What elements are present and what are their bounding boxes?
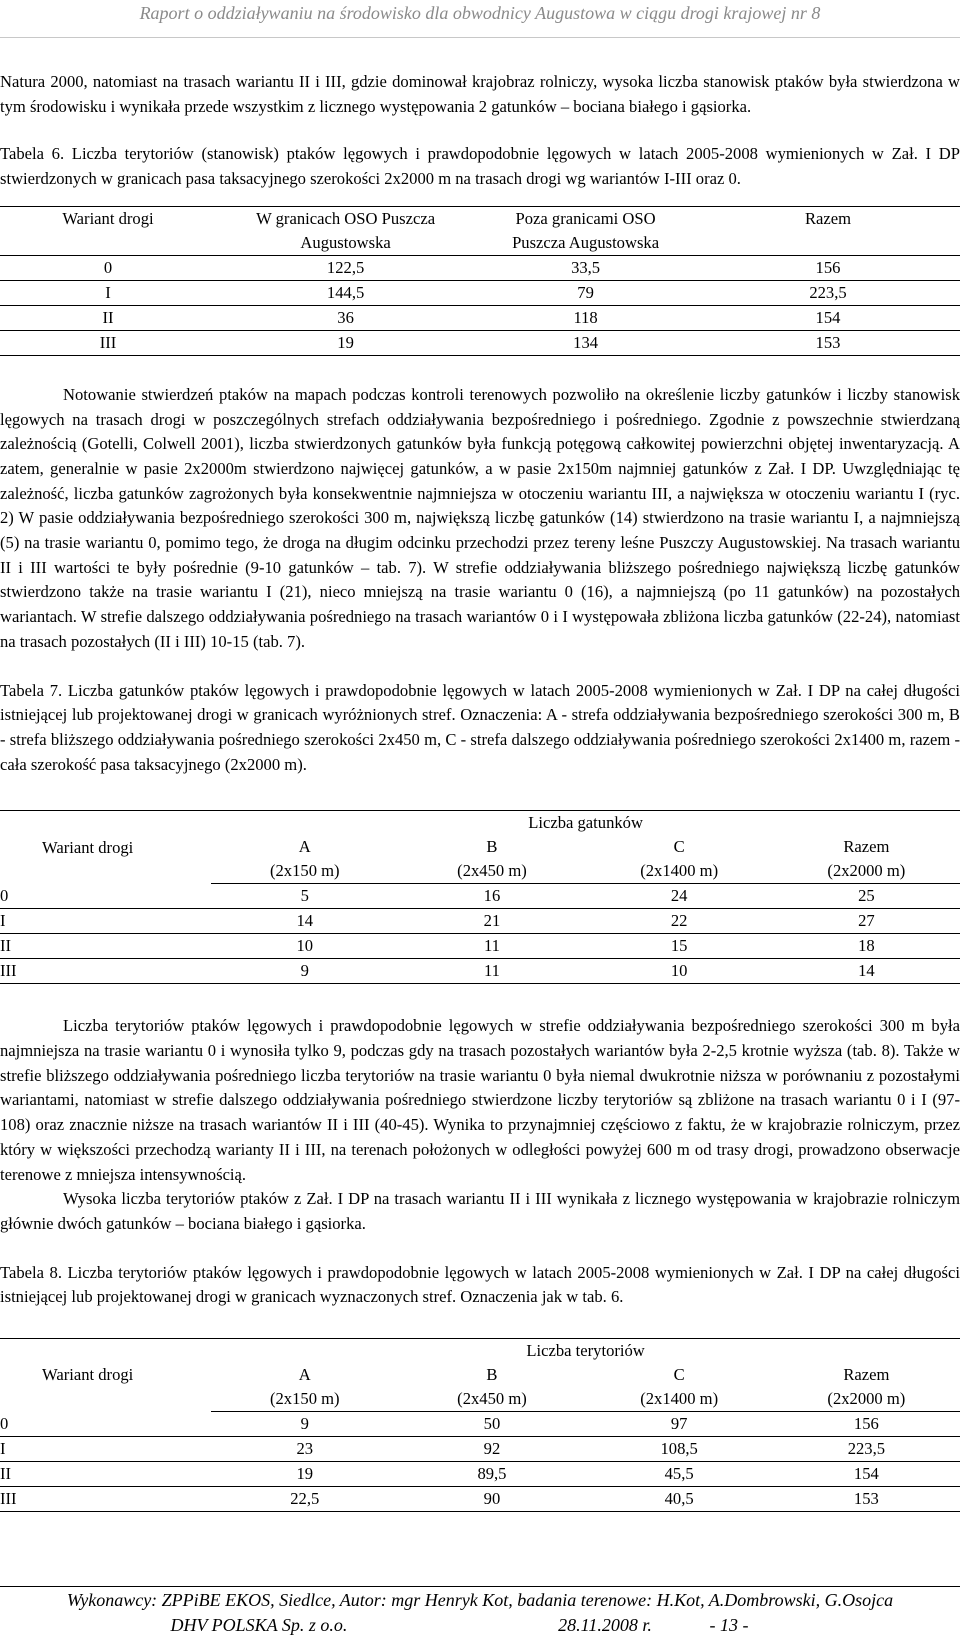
table-cell: 97 xyxy=(586,1412,773,1437)
table-cell: 79 xyxy=(475,280,696,305)
header-divider xyxy=(0,37,960,38)
table8-col-header: C (2x1400 m) xyxy=(586,1363,773,1412)
table7 xyxy=(0,810,960,984)
table-cell: 36 xyxy=(216,305,475,330)
table7-col-header: B (2x450 m) xyxy=(398,835,585,884)
table8 xyxy=(0,1338,960,1512)
table-row xyxy=(0,909,960,934)
table-cell: 153 xyxy=(696,330,960,355)
table-cell: 15 xyxy=(586,934,773,959)
running-header: Raport o oddziaływaniu na środowisko dla obwodnicy Augustowa w ciągu drogi krajowej nr 8 xyxy=(139,3,821,23)
table-cell: 19 xyxy=(211,1462,398,1487)
table-cell: 122,5 xyxy=(216,255,475,280)
table-cell: 108,5 xyxy=(586,1437,773,1462)
table-cell: 156 xyxy=(773,1412,960,1437)
table-row xyxy=(0,1487,960,1512)
table-cell: III xyxy=(0,959,211,984)
table7-header-row xyxy=(0,811,960,836)
paragraph-wysoka: Wysoka liczba terytoriów ptaków z Zał. I DP na trasach wariantu II i III wynikała z licznego występowania w krajobrazie rolniczym głównie dwóch gatunków – bociana białego i gąsiorka. xyxy=(0,1189,960,1233)
table8-col-header: Razem (2x2000 m) xyxy=(773,1363,960,1412)
paragraph-notowanie: Notowanie stwierdzeń ptaków na mapach podczas kontroli terenowych pozwoliło na określenie liczby gatunków i liczby stanowisk lęgowych na trasach drogi w poszczególnych strefach oddziaływania bezpośredniego i pośredniego. Zgodnie z powszechnie stwierdzaną zależnością (Gotelli, Colwell 2001), liczba stwierdzonych gatunków była funkcją potęgową całkowitej powierzchni objętej inwentaryzacją. A zatem, generalnie w pasie 2x2000m stwierdzono najwięcej gatunków, a w pasie 2x150m najmniej gatunków z Zał. I DP. Uwzględniając tę zależność, liczba gatunków zagrożonych była konsekwentnie najmniejsza w otoczeniu wariantu III, a największa w otoczeniu wariantu I (ryc. 2) W pasie oddziaływania bezpośredniego szerokości 300 m, największą liczbę gatunków (14) stwierdzono na trasie wariantu I, a najmniejszą (5) na trasie wariantu 0, pomimo tego, że droga na długim odcinku przechodzi przez tereny leśne Puszczy Augustowskiej. Na trasach wariantu II i III wartości te były pośrednie (9-10 gatunków – tab. 7). W strefie oddziaływania bliższego pośredniego największą liczbę gatunków stwierdzono także na trasie wariantu I (21), nieco mniejszą na trasie wariantu 0 (16), a najmniejszą (po 11 gatunków) na pozostałych wariantach. W strefie dalszego oddziaływania pośredniego na trasach wariantów 0 i I występowała zbliżona liczba gatunków (22-24), natomiast na trasach pozostałych (II i III) 10-15 (tab. 7). xyxy=(0,384,960,651)
table-row xyxy=(0,305,960,330)
table7-row-header: Wariant drogi xyxy=(0,811,211,884)
table-cell: 18 xyxy=(773,934,960,959)
table-cell: 10 xyxy=(586,959,773,984)
table-row xyxy=(0,934,960,959)
table8-group-header: Liczba terytoriów xyxy=(211,1339,960,1364)
table6 xyxy=(0,206,960,356)
page-footer xyxy=(0,1588,960,1638)
table-cell: 14 xyxy=(773,959,960,984)
table-cell: 0 xyxy=(0,884,211,909)
table-cell: II xyxy=(0,934,211,959)
table-cell: III xyxy=(0,1487,211,1512)
table7-caption: Tabela 7. Liczba gatunków ptaków lęgowych i prawdopodobnie lęgowych w latach 2005-2008 wymienionych w Zał. I DP na całej długości istniejącej lub projektowanej drogi w granicach wyróżnionych stref. Oznaczenia: A - strefa oddziaływania bezpośredniego szerokości 300 m, B - strefa bliższego oddziaływania pośredniego szerokości 2x450 m, C - strefa dalszego oddziaływania pośredniego szerokości 2x1400 m, razem - cała szerokość pasa taksacyjnego (2x2000 m). xyxy=(0,680,960,774)
table-cell: 223,5 xyxy=(696,280,960,305)
table-row xyxy=(0,280,960,305)
table-cell: 21 xyxy=(398,909,585,934)
table6-header-cell: W granicach OSO Puszcza Augustowska xyxy=(216,206,475,255)
table6-header-cell: Razem xyxy=(696,206,960,255)
table-cell: 19 xyxy=(216,330,475,355)
table-cell: 0 xyxy=(0,1412,211,1437)
footer-line-2 xyxy=(0,1613,960,1638)
table7-col-header: A (2x150 m) xyxy=(211,835,398,884)
table-cell: 22 xyxy=(586,909,773,934)
table-cell: II xyxy=(0,305,216,330)
table8-col-header: A (2x150 m) xyxy=(211,1363,398,1412)
table-cell: 118 xyxy=(475,305,696,330)
paragraph-terytoria: Liczba terytoriów ptaków lęgowych i prawdopodobnie lęgowych w strefie oddziaływania bezpośredniego szerokości 300 m była najmniejsza na trasie wariantu 0 i wynosiła tylko 9, podczas gdy na trasach pozostałych wariantów była 2-2,5 krotnie wyższa (tab. 8). Także w strefie bliższego oddziaływania pośredniego liczba terytoriów na trasie wariantu 0 była niemal dwukrotnie niższa w porównaniu z pozostałymi wariantami, natomiast w strefie dalszego oddziaływania pośredniego stwierdzone liczby terytoriów są zbliżone na trasach wariantu 0 i I (97-108) oraz znacznie niższe na trasach wariantów II i III (40-45). Wynika to przynajmniej częściowo z faktu, że w krajobrazie rolniczym, przez który w większości przechodzą warianty II i III, na terenach położonych w odległości powyżej 600 m od trasy drogi, prowadzono obserwacje terenowe z mniejsza intensywnością. xyxy=(0,1016,960,1184)
footer-divider xyxy=(0,1586,960,1587)
table8-caption: Tabela 8. Liczba terytoriów ptaków lęgowych i prawdopodobnie lęgowych w latach 2005-2008 wymienionych w Zał. I DP na całej długości istniejącej lub projektowanej drogi w granicach wyznaczonych stref. Oznaczenia jak w tab. 6. xyxy=(0,1262,960,1307)
table-cell: 27 xyxy=(773,909,960,934)
table-row xyxy=(0,884,960,909)
table-cell: 92 xyxy=(398,1437,585,1462)
table-cell: 22,5 xyxy=(211,1487,398,1512)
table-cell: 33,5 xyxy=(475,255,696,280)
table6-header-cell: Poza granicami OSO Puszcza Augustowska xyxy=(475,206,696,255)
table-cell: 14 xyxy=(211,909,398,934)
table-row xyxy=(0,1437,960,1462)
table7-group-header: Liczba gatunków xyxy=(211,811,960,836)
table-cell: 9 xyxy=(211,959,398,984)
table-cell: 89,5 xyxy=(398,1462,585,1487)
table-cell: III xyxy=(0,330,216,355)
footer-date: 28.11.2008 r. xyxy=(558,1615,652,1635)
table-cell: 223,5 xyxy=(773,1437,960,1462)
table-cell: 134 xyxy=(475,330,696,355)
footer-authors: Wykonawcy: ZPPiBE EKOS, Siedlce, Autor: mgr Henryk Kot, badania terenowe: H.Kot, A.Dombrowski, G.Osojca xyxy=(66,1590,894,1610)
table-cell: 16 xyxy=(398,884,585,909)
table-cell: 153 xyxy=(773,1487,960,1512)
table-cell: 10 xyxy=(211,934,398,959)
table-cell: 154 xyxy=(773,1462,960,1487)
table6-header-cell: Wariant drogi xyxy=(0,206,216,255)
table8-header-row xyxy=(0,1339,960,1364)
table-cell: I xyxy=(0,280,216,305)
table-row xyxy=(0,959,960,984)
table-cell: 5 xyxy=(211,884,398,909)
table-cell: 40,5 xyxy=(586,1487,773,1512)
table-cell: I xyxy=(0,1437,211,1462)
table6-header-row xyxy=(0,206,960,255)
table-row xyxy=(0,1462,960,1487)
table-cell: 24 xyxy=(586,884,773,909)
table-cell: 0 xyxy=(0,255,216,280)
table-cell: 90 xyxy=(398,1487,585,1512)
table-cell: 45,5 xyxy=(586,1462,773,1487)
table-cell: 144,5 xyxy=(216,280,475,305)
table-cell: 11 xyxy=(398,959,585,984)
table8-row-header: Wariant drogi xyxy=(0,1339,211,1412)
table-cell: 23 xyxy=(211,1437,398,1462)
table-cell: 50 xyxy=(398,1412,585,1437)
intro-paragraph: Natura 2000, natomiast na trasach wariantu II i III, gdzie dominował krajobraz rolniczy, wysoka liczba stanowisk ptaków była stwierdzona w tym środowisku i wynikała przede wszystkim z licznego występowania 2 gatunków – bociana białego i gąsiorka. xyxy=(0,72,960,116)
table-cell: I xyxy=(0,909,211,934)
table7-col-header: Razem (2x2000 m) xyxy=(773,835,960,884)
table-cell: 25 xyxy=(773,884,960,909)
table-cell: II xyxy=(0,1462,211,1487)
table-cell: 156 xyxy=(696,255,960,280)
table-cell: 154 xyxy=(696,305,960,330)
table7-col-header: C (2x1400 m) xyxy=(586,835,773,884)
table8-col-header: B (2x450 m) xyxy=(398,1363,585,1412)
page-number: - 13 - xyxy=(709,1615,749,1635)
table-cell: 9 xyxy=(211,1412,398,1437)
table-row xyxy=(0,1412,960,1437)
table6-caption: Tabela 6. Liczba terytoriów (stanowisk) ptaków lęgowych i prawdopodobnie lęgowych w latach 2005-2008 wymienionych w Zał. I DP stwierdzonych w granicach pasa taksacyjnego szerokości 2x2000 m na trasach drogi wg wariantów I-III oraz 0. xyxy=(0,144,960,189)
footer-company: DHV POLSKA Sp. z o.o. xyxy=(170,1615,348,1635)
page-body xyxy=(0,70,960,1512)
table-row xyxy=(0,255,960,280)
table-row xyxy=(0,330,960,355)
table-cell: 11 xyxy=(398,934,585,959)
